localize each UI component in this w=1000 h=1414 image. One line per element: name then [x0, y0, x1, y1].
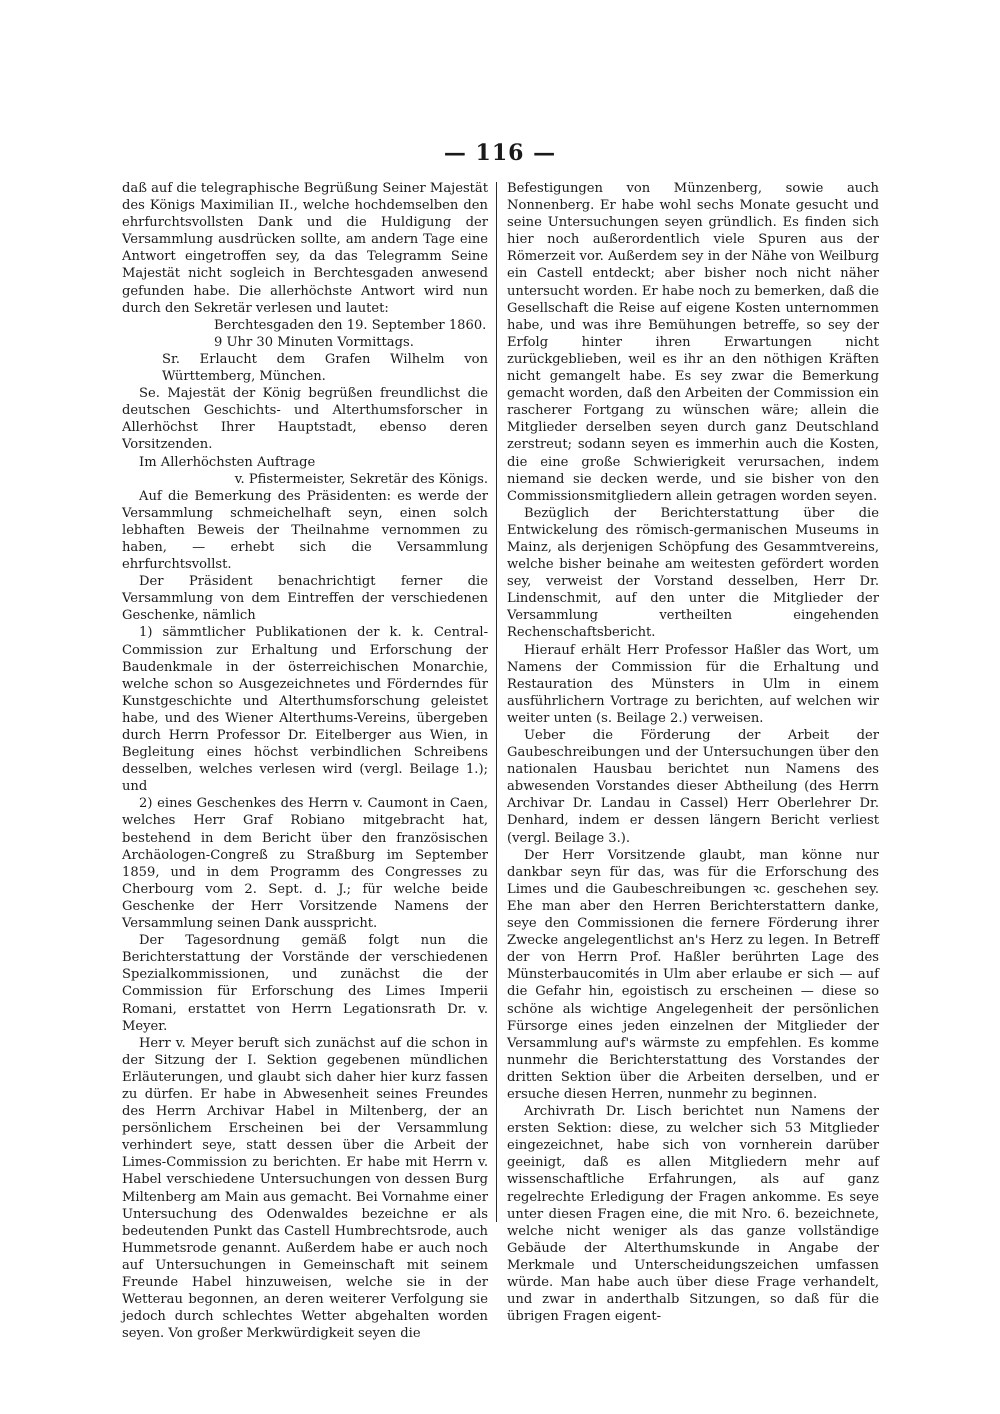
paragraph: Ueber die Förderung der Arbeit der Gaubeschreibungen und der Untersuchungen über den nationalen Hausbau berichtet nun Namens des abwesenden Vorstandes dieser Abtheilung (des Herrn Archivar Dr. Landau in Cassel) Herr Oberlehrer Dr. Denhard, indem er dessen längern Bericht verliest (vergl. Beilage 3.). — [507, 728, 879, 846]
paragraph: Se. Majestät der König begrüßen freundlichst die deutschen Geschichts- und Alterthumsforscher in Allerhöchst Ihrer Hauptstadt, ebenso deren Vorsitzenden. — [122, 386, 488, 453]
paragraph: Befestigungen von Münzenberg, sowie auch Nonnenberg. Er habe wohl sechs Monate gesucht und seine Untersuchungen seyen gründlich. Es finden sich hier noch außerordentlich viele Spuren aus der Römerzeit vor. Außerdem sey in der Nähe von Weilburg ein Castell entdeckt; aber bisher noch nicht näher untersucht worden. Er habe noch zu bemerken, daß die Gesellschaft die Reise auf eigene Kosten unternommen habe, und was ihre Bemühungen betreffe, so sey der Erfolg hinter ihren Erwartungen nicht zurückgeblieben, weil es ihr an den nöthigen Kräften nicht gemangelt habe. Es sey zwar die Bemerkung gemacht worden, daß den Arbeiten der Commission ein rascherer Fortgang zu wünschen wäre; allein die Mitglieder derselben seyen durch ganz Deutschland zerstreut; sodann seyen es immerhin auch die Kosten, die eine große Schwierigkeit verursachen, indem niemand sie decken werde, und sie bisher von den Commissionsmitgliedern allein getragen worden seyen. — [507, 181, 879, 504]
page-number: — 116 — — [443, 140, 557, 166]
paragraph: Hierauf erhält Herr Professor Haßler das Wort, um Namens der Commission für die Erhaltung und Restauration des Münsters in Ulm in einem ausführlichern Vortrage zu berichten, auf welchen wir weiter unten (s. Beilage 2.) verweisen. — [507, 642, 879, 726]
paragraph: Bezüglich der Berichterstattung über die Entwickelung des römisch-germanischen Museums in Mainz, als derjenigen Schöpfung des Gesammtvereins, welche bisher beinahe am weitesten gefördert worden sey, verweist der Vorstand desselben, Herr Dr. Lindenschmit, auf den unter die Mitglieder der Versammlung vertheilten eingehenden Rechenschaftsbericht. — [507, 505, 879, 641]
paragraph: Berchtesgaden den 19. September 1860. — [214, 317, 487, 333]
left-column — [122, 180, 488, 1342]
paragraph: v. Pfistermeister, Sekretär des Königs. — [234, 471, 488, 487]
paragraph: Auf die Bemerkung des Präsidenten: es werde der Versammlung schmeichelhaft seyn, einen solch lebhaften Beweis der Theilnahme vernommen zu haben, — erhebt sich die Versammlung ehrfurchtsvollst. — [122, 488, 488, 573]
column-divider — [496, 182, 497, 1222]
paragraph: Der Präsident benachrichtigt ferner die Versammlung von dem Eintreffen der verschiedenen Geschenke, nämlich — [122, 574, 488, 624]
paragraph: Archivrath Dr. Lisch berichtet nun Namens der ersten Sektion: diese, zu welcher sich 53 Mitglieder eingezeichnet, habe sich von vornherein darüber geeinigt, daß es allen Mitgliedern mehr auf wissenschaftliche Erfahrungen, als auf ganz regelrechte Erledigung der Fragen ankomme. Es seye unter diesen Fragen eine, die mit Nro. 6. bezeichnete, welche nicht weniger als das ganze vollständige Gebäude der Alterthumskunde in Angabe der Merkmale und Unterscheidungszeichen umfassen würde. Man habe auch über diese Frage verhandelt, und zwar in anderthalb Sitzungen, so daß für die übrigen Fragen eigent- — [507, 1104, 879, 1325]
paragraph: 2) eines Geschenkes des Herrn v. Caumont in Caen, welches Herr Graf Robiano mitgebracht hat, bestehend in dem Bericht über den französischen Archäologen-Congreß zu Straßburg im September 1859, und in dem Programm des Congresses zu Cherbourg vom 2. Sept. d. J.; für welche beide Geschenke der Herr Vorsitzende Namens der Versammlung seinen Dank ausspricht. — [122, 796, 488, 932]
paragraph: Im Allerhöchsten Auftrage — [139, 454, 316, 470]
paragraph: 1) sämmtlicher Publikationen der k. k. Central-Commission zur Erhaltung und Erforschung der Baudenkmale in der österreichischen Monarchie, welche schon so Ausgezeichnetes und Förderndes für Kunstgeschichte und Alterthumsforschung geleistet habe, und des Wiener Alterthums-Vereins, übergeben durch Herrn Professor Dr. Eitelberger aus Wien, in Begleitung eines höchst verbindlichen Schreibens desselben, welches verlesen wird (vergl. Beilage 1.); und — [122, 625, 488, 795]
right-column — [507, 180, 879, 1325]
paragraph: Der Tagesordnung gemäß folgt nun die Berichterstattung der Vorstände der verschiedenen Spezialkommissionen, und zunächst die der Commission für Erforschung des Limes Imperii Romani, erstattet von Herrn Legationsrath Dr. v. Meyer. — [122, 933, 488, 1034]
paragraph: Herr v. Meyer beruft sich zunächst auf die schon in der Sitzung der I. Sektion gegebenen mündlichen Erläuterungen, und glaubt sich daher hier kurz fassen zu dürfen. Er habe in Abwesenheit seines Freundes des Herrn Archivar Habel in Miltenberg, der an persönlichem Erscheinen bei der Versammlung verhindert seye, statt dessen über die Arbeit der Limes-Commission zu berichten. Er habe mit Herrn v. Habel verschiedene Untersuchungen von dessen Burg Miltenberg am Main aus gemacht. Bei Vornahme einer Untersuchung des Odenwaldes bezeichne er als bedeutenden Punkt das Castell Humbrechtsrode, auch Hummetsrode genannt. Außerdem habe er auch noch auf Untersuchungen in Gemeinschaft mit seinem Freunde Habel hinzuweisen, welche sie in der Wetterau begonnen, an deren weiterer Verfolgung sie jedoch durch schlechtes Wetter abgehalten worden seyen. Von großer Merkwürdigkeit seyen die — [122, 1035, 488, 1342]
paragraph: Der Herr Vorsitzende glaubt, man könne nur dankbar seyn für das, was für die Erforschung des Limes und die Gaubeschreibungen ꝛc. geschehen sey. Ehe man aber den Herren Berichterstattern danke, seye den Commissionen die fernere Förderung ihrer Zwecke angelegentlichst an's Herz zu legen. In Betreff der von Herrn Prof. Haßler berührten Lage des Münsterbaucomités in Ulm aber erlaube er sich — auf die Gefahr hin, egoistisch zu erscheinen — diese so schöne als wichtige Angelegenheit der persönlichen Fürsorge eines jeden einzelnen der Mitglieder der Versammlung auf's wärmste zu empfehlen. Es komme nunmehr die Berichterstattung des Vorstandes der dritten Sektion über die Arbeiten derselben, und er ersuche diesen Herren, nunmehr zu beginnen. — [507, 847, 879, 1102]
paragraph: 9 Uhr 30 Minuten Vormittags. — [214, 334, 414, 350]
paragraph: daß auf die telegraphische Begrüßung Seiner Majestät des Königs Maximilian II., welche hochdemselben den ehrfurchtsvollsten Dank und die Huldigung der Versammlung ausdrücken sollte, am andern Tage eine Antwort eingetroffen sey, da das Telegramm Seine Majestät nicht sogleich in Berchtesgaden anwesend gefunden habe. Die allerhöchste Antwort wird nun durch den Sekretär verlesen und lautet: — [122, 181, 488, 316]
paragraph: Sr. Erlaucht dem Grafen Wilhelm von Württemberg, München. — [162, 351, 488, 385]
